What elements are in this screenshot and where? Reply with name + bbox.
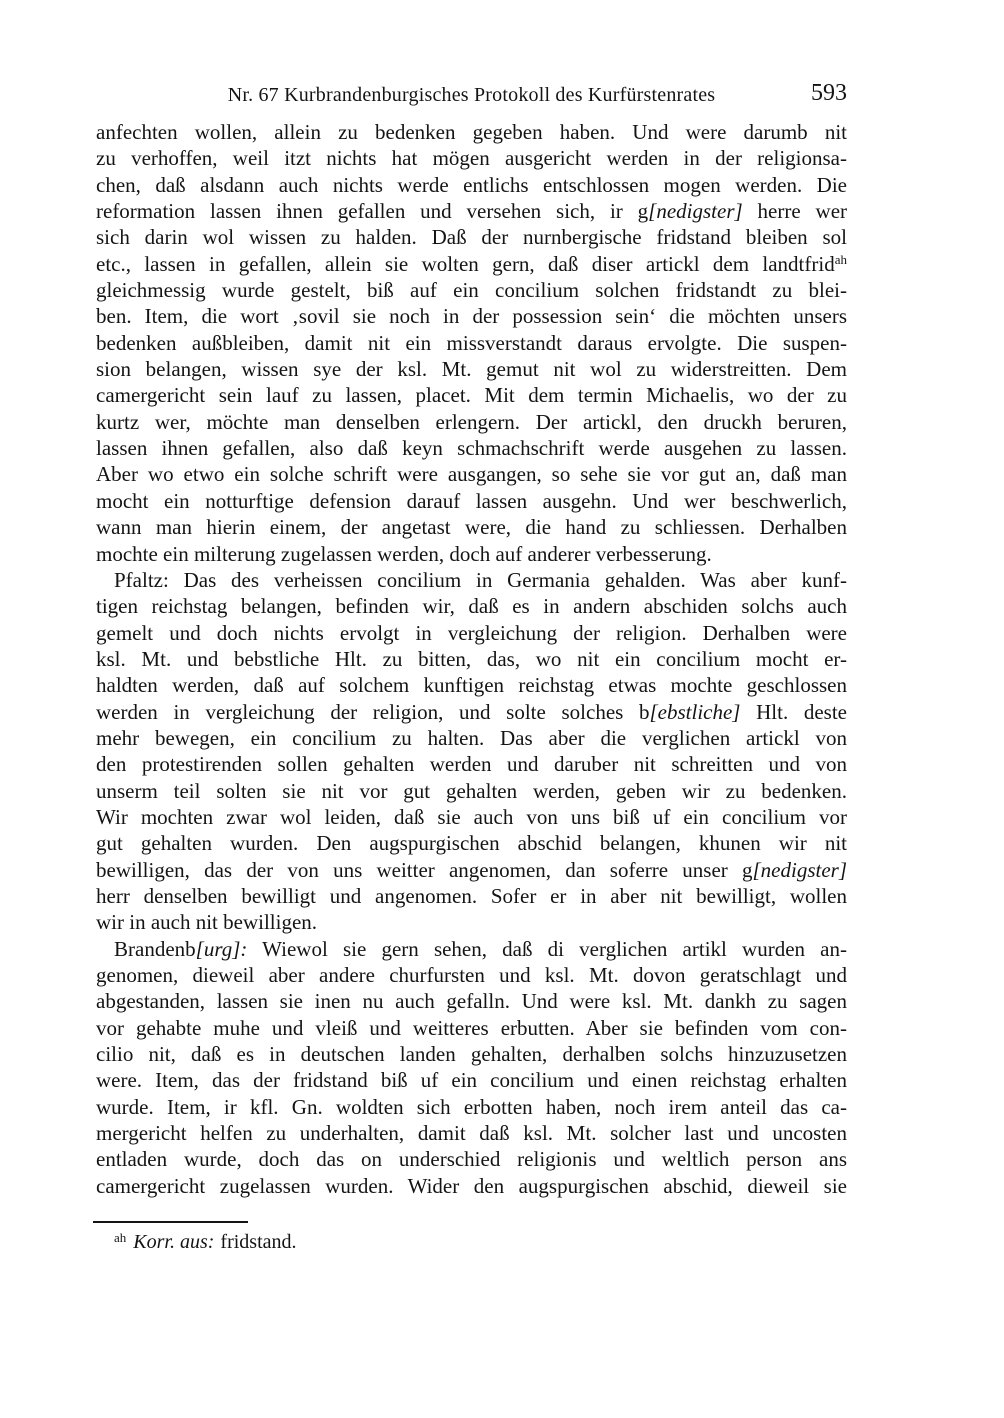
text-line bbox=[96, 1094, 847, 1120]
text-segment: etc., lassen in gefallen, allein sie wolten gern, daß diser artickl dem landtfrid bbox=[96, 251, 835, 276]
text-segment: cilio nit, daß es in deutschen landen gehalten, derhalben solchs hinzuzusetzen bbox=[96, 1042, 847, 1067]
text-segment: tigen reichstag belangen, befinden wir, daß es in andern abschiden solchs auch bbox=[96, 594, 847, 619]
text-line bbox=[96, 541, 847, 567]
text-segment: wir in auch nit bewilligen. bbox=[96, 910, 318, 935]
text-segment: reformation lassen ihnen gefallen und versehen sich, ir g bbox=[96, 199, 649, 224]
text-segment: camergericht sein lauf zu lassen, placet. Mit dem termin Michaelis, wo der zu bbox=[96, 383, 847, 408]
text-line bbox=[96, 488, 847, 514]
text-segment: Wir mochten zwar wol leiden, daß sie auch von uns biß uf ein concilium vor bbox=[96, 804, 847, 829]
text-line bbox=[96, 646, 847, 672]
text-segment: wurde. Item, ir kfl. Gn. woldten sich erbotten haben, noch irem anteil das ca- bbox=[96, 1094, 847, 1119]
text-segment: [ebstliche] bbox=[649, 699, 741, 724]
text-line bbox=[96, 725, 847, 751]
text-segment: bewilligen, das der von uns weitter angenomen, dan soferre unser g bbox=[96, 857, 753, 882]
text-segment: wann man hierin einem, der angetast were, die hand zu schliessen. Derhalben bbox=[96, 515, 847, 540]
text-line bbox=[96, 251, 847, 277]
text-line bbox=[96, 382, 847, 408]
text-segment: chen, daß alsdann auch nichts werde entlichs entschlossen mogen werden. Die bbox=[96, 172, 847, 197]
text-line bbox=[96, 145, 847, 171]
text-line bbox=[96, 909, 847, 935]
text-segment: were. Item, das der fridstand biß uf ein concilium und einen reichstag erhalten bbox=[96, 1068, 847, 1093]
running-head-title: Nr. 67 Kurbrandenburgisches Protokoll des Kurfürstenrates bbox=[227, 84, 716, 106]
text-line bbox=[96, 751, 847, 777]
text-line bbox=[96, 988, 847, 1014]
text-line bbox=[96, 857, 847, 883]
text-segment: sich darin wol wissen zu halden. Daß der nurnbergische fridstand bleiben sol bbox=[96, 225, 847, 250]
text-segment: entladen wurde, doch das on underschied religionis und weltlich person ans bbox=[96, 1147, 847, 1172]
text-segment: mehr bewegen, ein concilium zu halten. Das aber die verglichen artickl von bbox=[96, 725, 847, 750]
text-line bbox=[96, 198, 847, 224]
text-line bbox=[96, 1015, 847, 1041]
page-number: 593 bbox=[811, 80, 847, 106]
text-segment: [nedigster] bbox=[648, 199, 743, 224]
footnote-source-label: Korr. aus: bbox=[133, 1231, 215, 1253]
text-segment: haldten werden, daß auf solchem kunftigen reichstag etwas mochte geschlossen bbox=[96, 673, 847, 698]
text-segment: herre wer bbox=[742, 199, 848, 224]
text-segment: Hlt. deste bbox=[740, 699, 848, 724]
text-segment: herr denselben bewilligt und angenomen. Sofer er in aber nit bewilligt, wollen bbox=[96, 883, 847, 908]
text-line bbox=[96, 435, 847, 461]
text-segment: Wiewol sie gern sehen, daß di verglichen artikl wurden an- bbox=[247, 936, 847, 961]
text-segment: mocht ein notturftige defension darauf lassen ausgehn. Und wer beschwerlich, bbox=[96, 488, 847, 513]
text-segment: ben. Item, die wort ‚sovil sie noch in der possession sein‘ die möchten unsers bbox=[96, 304, 847, 329]
text-segment: anfechten wollen, allein zu bedenken gegeben haben. Und were darumb nit bbox=[96, 120, 847, 144]
text-line bbox=[96, 303, 847, 329]
text-line bbox=[96, 1041, 847, 1067]
text-segment: genomen, dieweil aber andere churfursten und ksl. Mt. dovon geratschlagt und bbox=[96, 963, 847, 987]
text-line bbox=[96, 1120, 847, 1146]
text-segment: gleichmessig wurde gestelt, biß auf ein concilium solchen fridstandt zu blei- bbox=[96, 278, 847, 303]
text-segment: Pfaltz: Das des verheissen concilium in Germania gehalden. Was aber kunf- bbox=[114, 567, 847, 592]
text-segment: [nedigster] bbox=[752, 857, 847, 882]
text-line bbox=[96, 356, 847, 382]
text-segment: werden in vergleichung der religion, und solte solches b bbox=[96, 699, 650, 724]
text-line bbox=[96, 699, 847, 725]
text-line bbox=[96, 1146, 847, 1172]
text-segment: gut gehalten wurden. Den augspurgischen abschid belangen, khunen wir nit bbox=[96, 831, 847, 856]
text-line bbox=[96, 330, 847, 356]
text-line bbox=[96, 461, 847, 487]
text-line bbox=[96, 672, 847, 698]
text-segment: mergericht helfen zu underhalten, damit daß ksl. Mt. solcher last und uncosten bbox=[96, 1121, 847, 1146]
text-line bbox=[96, 883, 847, 909]
text-line bbox=[96, 1067, 847, 1093]
text-segment: ksl. Mt. und bebstliche Hlt. zu bitten, das, wo nit ein concilium mocht er- bbox=[96, 646, 847, 671]
text-line bbox=[96, 962, 847, 988]
text-segment: mochte ein milterung zugelassen werden, doch auf anderer verbesserung. bbox=[96, 541, 712, 566]
text-line bbox=[96, 409, 847, 435]
text-segment: den protestirenden sollen gehalten werden und daruber nit schreitten und von bbox=[96, 752, 847, 777]
text-line bbox=[96, 804, 847, 830]
text-line bbox=[96, 172, 847, 198]
text-line bbox=[96, 593, 847, 619]
body-text bbox=[96, 119, 847, 1199]
text-segment: kurtz wer, möchte man denselben erlengern. Der artickl, den druckh beruren, bbox=[96, 409, 847, 434]
text-line bbox=[96, 1173, 847, 1199]
text-line bbox=[96, 830, 847, 856]
footnote-rule bbox=[93, 1221, 248, 1223]
text-line bbox=[96, 277, 847, 303]
text-line bbox=[96, 620, 847, 646]
text-segment: camergericht zugelassen wurden. Wider den augspurgischen abschid, dieweil sie bbox=[96, 1173, 847, 1198]
text-line bbox=[96, 224, 847, 250]
text-line bbox=[96, 119, 847, 145]
footnote-reference: ah bbox=[834, 251, 847, 267]
text-segment: abgestanden, lassen sie inen nu auch gefalln. Und were ksl. Mt. dankh zu sagen bbox=[96, 989, 847, 1014]
text-segment: gemelt und doch nichts ervolgt in vergleichung der religion. Derhalben were bbox=[96, 620, 847, 645]
text-line bbox=[96, 567, 847, 593]
text-segment: zu verhoffen, weil itzt nichts hat mögen ausgericht werden in der religionsa- bbox=[96, 146, 847, 171]
text-segment: sion belangen, wissen sye der ksl. Mt. gemut nit wol zu widerstreitten. Dem bbox=[96, 357, 847, 382]
text-segment: Aber wo etwo ein solche schrift were ausgangen, so sehe sie vor gut an, daß man bbox=[96, 462, 847, 487]
text-line bbox=[96, 514, 847, 540]
footnote bbox=[96, 1229, 847, 1257]
text-segment: vor gehabte muhe und vleiß und weitteres erbutten. Aber sie befinden vom con- bbox=[96, 1015, 847, 1040]
text-segment: [urg]: bbox=[195, 936, 248, 961]
footnote-marker: ah bbox=[114, 1230, 127, 1245]
text-segment: Brandenb bbox=[114, 936, 196, 961]
text-line bbox=[96, 936, 847, 962]
text-segment: unserm teil solten sie nit vor gut gehalten werden, geben wir zu bedenken. bbox=[96, 778, 847, 803]
footnote-text: fridstand. bbox=[220, 1231, 297, 1253]
text-segment: lassen ihnen gefallen, also daß keyn schmachschrift werde ausgehen zu lassen. bbox=[96, 436, 847, 461]
text-segment: bedenken außbleiben, damit nit ein missverstandt daraus ervolgte. Die suspen- bbox=[96, 330, 847, 355]
text-line bbox=[96, 778, 847, 804]
running-head bbox=[96, 80, 847, 110]
